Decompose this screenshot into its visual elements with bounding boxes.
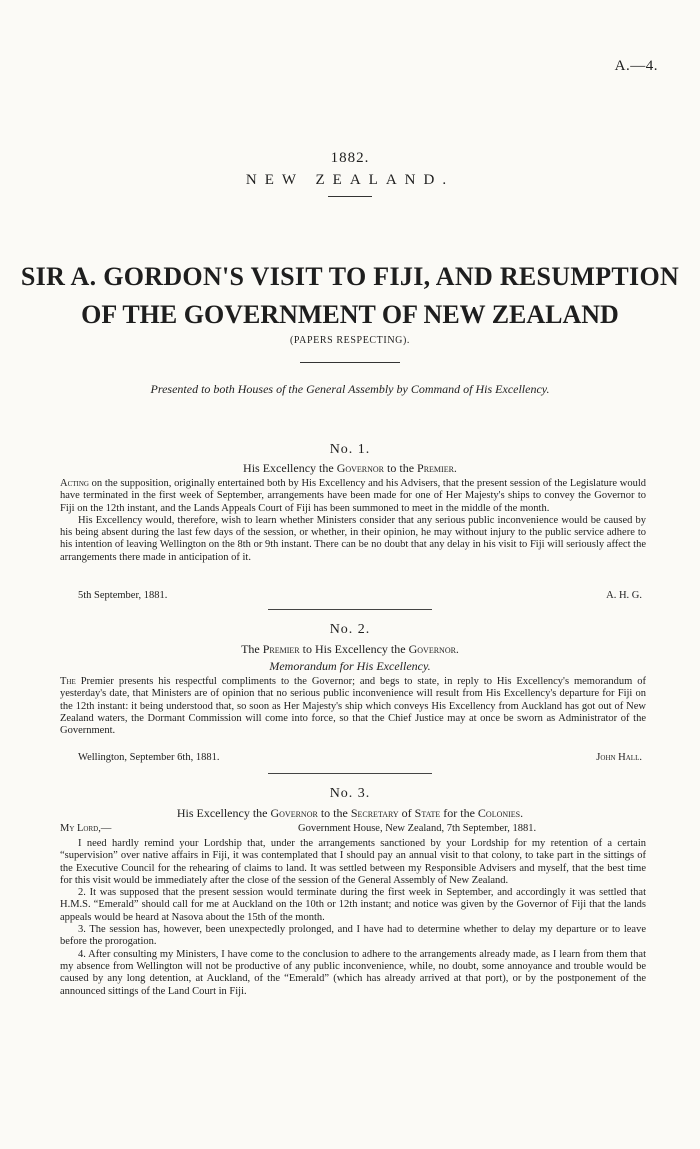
subtitle: (PAPERS RESPECTING). bbox=[290, 335, 410, 346]
section-1-paragraph-1: Acting on the supposition, originally entertained both by His Excellency and his Advisers, that the present session of the Legislature would have terminated in the first week of September, arrangements have been made for one of Her Majesty's ships to convey the Governor to Fiji on the 12th instant, and the Lands Appeals Court of Fiji has been summoned to meet in the middle of the month. bbox=[60, 478, 646, 514]
section-1-signoff bbox=[60, 590, 646, 603]
paper-country: NEW ZEALAND. bbox=[245, 172, 455, 188]
section-3-dateline bbox=[60, 823, 646, 836]
section-2-signoff bbox=[60, 752, 646, 765]
section-2-heading: The Premier to His Excellency the Governor. bbox=[241, 642, 459, 656]
section-separator-1 bbox=[268, 609, 432, 610]
section-2-number: No. 2. bbox=[329, 622, 371, 637]
section-3-paragraph-3: 3. The session has, however, been unexpectedly prolonged, and I have had to determine whether to delay my departure or to leave before the prorogation. bbox=[60, 924, 646, 948]
section-1-signature: A. H. G. bbox=[606, 590, 642, 601]
section-1-paragraph-2: His Excellency would, therefore, wish to learn whether Ministers consider that any serious public inconvenience would be caused by his being absent during the last few days of the session, or whether, in their opinion, he may without injury to the public service adhere to his intention of leaving Wellington on the 8th or 9th instant. There can be no doubt that any delay in his visit to Fiji will seriously affect the arrangements there made in anticipation of it. bbox=[60, 514, 646, 563]
title-rule bbox=[300, 362, 400, 363]
section-3-paragraph-1: I need hardly remind your Lordship that, under the arrangements sanctioned by your Lordship for my retention of a certain “supervision” over native affairs in Fiji, it was contemplated that I should pay an annual visit to that colony, to take part in the sittings of the Executive Council for the rehearing of claims to land. It was settled between my Responsible Advisers and myself, that the best time for this visit would be immediately after the close of the session of the General Assembly of New Zealand. bbox=[60, 838, 646, 886]
section-2-body bbox=[60, 676, 646, 737]
paper-year: 1882. bbox=[330, 150, 370, 166]
section-1-heading: His Excellency the Governor to the Premier. bbox=[243, 461, 457, 475]
section-1-body bbox=[60, 478, 646, 564]
section-3-body bbox=[60, 838, 646, 998]
section-2-paragraph-1: The Premier presents his respectful compliments to the Governor; and begs to state, in reply to His Excellency's memorandum of yesterday's date, that Ministers are of opinion that no serious public inconvenience will result from His Excellency's departure for Fiji on the 12th instant: it being understood that, so soon as Her Majesty's ship which conveys His Excellency from Auckland has got out of New Zealand waters, the Dormant Commission will come into force, so that the Chief Justice may at once be sworn as Administrator of the Government. bbox=[60, 676, 646, 737]
title-line-1: SIR A. GORDON'S VISIT TO FIJI, AND RESUMPTION bbox=[20, 262, 680, 291]
section-separator-2 bbox=[268, 773, 432, 774]
section-3-paragraph-4: 4. After consulting my Ministers, I have come to the conclusion to adhere to the arrangements already made, as I learn from them that my absence from Wellington will not be productive of any public inconvenience, while, no doubt, some annoyance and trouble would be caused by any long detention, at Auckland, of the “Emerald” (which has already arrived at that port), or by the postponement of the announced sittings of the Land Court in Fiji. bbox=[60, 948, 646, 997]
presented-statement: Presented to both Houses of the General Assembly by Command of His Excellency. bbox=[150, 382, 550, 396]
section-2-date: Wellington, September 6th, 1881. bbox=[78, 752, 220, 763]
place-and-date: Government House, New Zealand, 7th September, 1881. bbox=[298, 823, 537, 834]
section-3-number: No. 3. bbox=[329, 786, 371, 801]
section-3-heading: His Excellency the Governor to the Secretary of State for the Colonies. bbox=[176, 806, 524, 820]
paper-reference: A.—4. bbox=[614, 58, 658, 74]
section-3-paragraph-2: 2. It was supposed that the present session would terminate during the first week in September, and accordingly it was settled that H.M.S. “Emerald” should call for me at Auckland on the 10th or 12th instant; and notice was given by the Governor of Fiji that the lands appeals would be heard at Nasova about the 15th of the month. bbox=[60, 887, 646, 923]
salutation: My Lord,— bbox=[60, 823, 112, 834]
section-2-signature: John Hall. bbox=[596, 752, 642, 763]
short-rule bbox=[328, 196, 372, 197]
section-1-date: 5th September, 1881. bbox=[78, 590, 168, 601]
section-2-memo-title: Memorandum for His Excellency. bbox=[269, 659, 431, 673]
section-1-number: No. 1. bbox=[329, 442, 371, 457]
title-line-2: OF THE GOVERNMENT OF NEW ZEALAND bbox=[81, 300, 619, 329]
